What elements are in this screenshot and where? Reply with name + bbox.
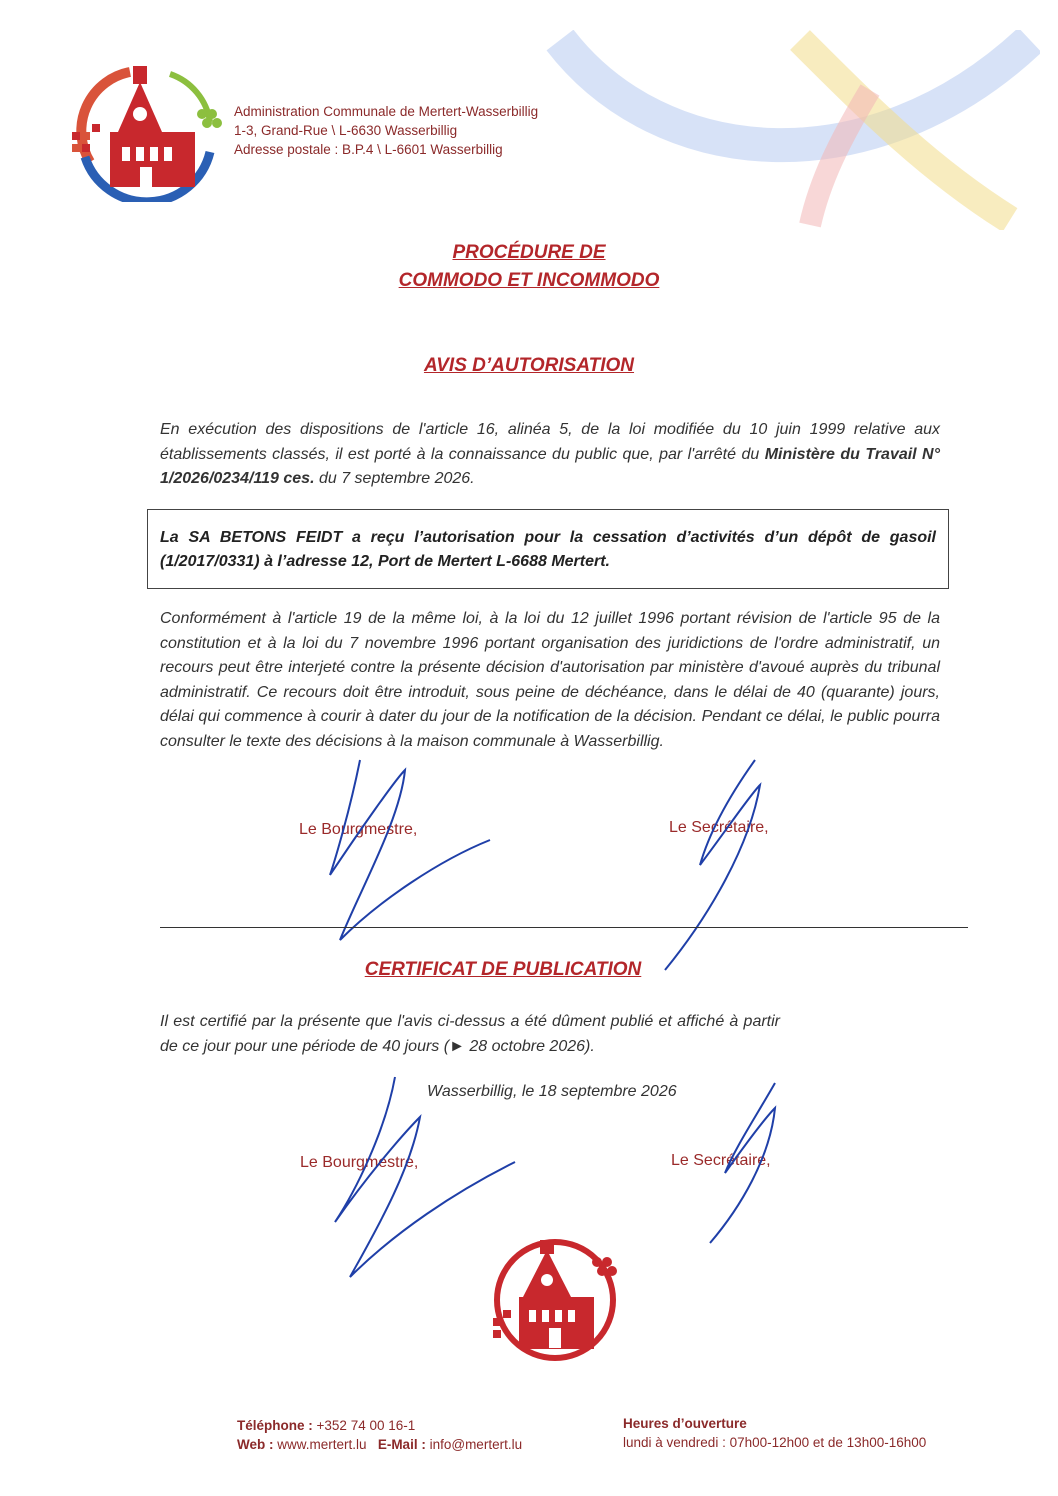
street-address: 1-3, Grand-Rue \ L-6630 Wasserbillig [234,123,458,138]
web-link[interactable]: www.mertert.lu [277,1437,367,1452]
email-label: E-Mail : [377,1437,426,1452]
phone-label: Téléphone : [237,1418,313,1433]
mayor-signature-1 [320,750,500,950]
secretary-signature-1 [650,755,790,975]
header-address [234,102,538,159]
intro-ministry-ref: Ministère du Travail N° 1/2026/0234/119 ces. [160,445,941,487]
certificate-title: CERTIFICAT DE PUBLICATION [364,959,642,980]
secretary-label-1: Le Secrétaire, [669,819,769,836]
footer-hours [623,1414,926,1452]
secretary-signature-2 [680,1078,800,1248]
mayor-label-2: Le Bourgmestre, [300,1154,419,1171]
decorative-swoosh [540,30,1040,230]
phone-number: +352 74 00 16-1 [316,1418,416,1433]
intro-text-after: du 7 septembre 2026. [314,470,475,487]
place-date: Wasserbillig, le 18 septembre 2026 [427,1083,677,1100]
title-line-2: COMMODO ET INCOMMODO [398,270,660,291]
intro-paragraph [160,418,940,492]
org-name: Administration Communale de Mertert-Wasserbillig [234,104,539,119]
secretary-label-2: Le Secrétaire, [671,1152,771,1169]
notice-box: La SA BETONS FEIDT a reçu l’autorisation pour la cessation d’activités d’un dépôt de gasoil (1/2017/0331) à l’adresse 12, Port de Mertert L-6688 Mertert. [147,509,949,589]
mayor-label-1: Le Bourgmestre, [299,821,418,838]
official-stamp-icon [485,1232,630,1367]
subtitle: AVIS D’AUTORISATION [423,355,635,376]
hours-title: Heures d’ouverture [623,1416,747,1431]
section-divider [160,927,968,928]
commune-logo-icon [70,62,230,202]
intro-text-before: En exécution des dispositions de l'article 16, alinéa 5, de la loi modifiée du 10 juin 1999 relative aux établissements classés, il est porté à la connaissance du public que, par l'arrêté du [160,421,940,463]
footer-contact [237,1416,522,1454]
appeal-paragraph: Conformément à l'article 19 de la même loi, à la loi du 12 juillet 1996 portant révision de l'article 95 de la constitution et à la loi du 7 novembre 1996 portant organisation des juridictions de l'ordre administratif, un recours peut être interjeté contre la présente décision d'autorisation par ministère d'avoué auprès du tribunal administratif. Ce recours doit être introduit, sous peine de déchéance, dans le délai de 40 (quarante) jours, délai qui commence à courir à dater du jour de la notification de la décision. Pendant ce délai, le public pourra consulter le texte des décisions à la maison communale à Wasserbillig. [160,610,940,750]
web-label: Web : [237,1437,274,1452]
email-link[interactable]: info@mertert.lu [429,1437,523,1452]
postal-address: Adresse postale : B.P.4 \ L-6601 Wasserbillig [234,142,503,157]
title-line-1: PROCÉDURE DE [452,242,606,263]
hours-text: lundi à vendredi : 07h00-12h00 et de 13h00-16h00 [623,1435,927,1450]
certificate-text: Il est certifié par la présente que l'avis ci-dessus a été dûment publié et affiché à partir de ce jour pour une période de 40 jours (► 28 octobre 2026). [160,1013,780,1055]
